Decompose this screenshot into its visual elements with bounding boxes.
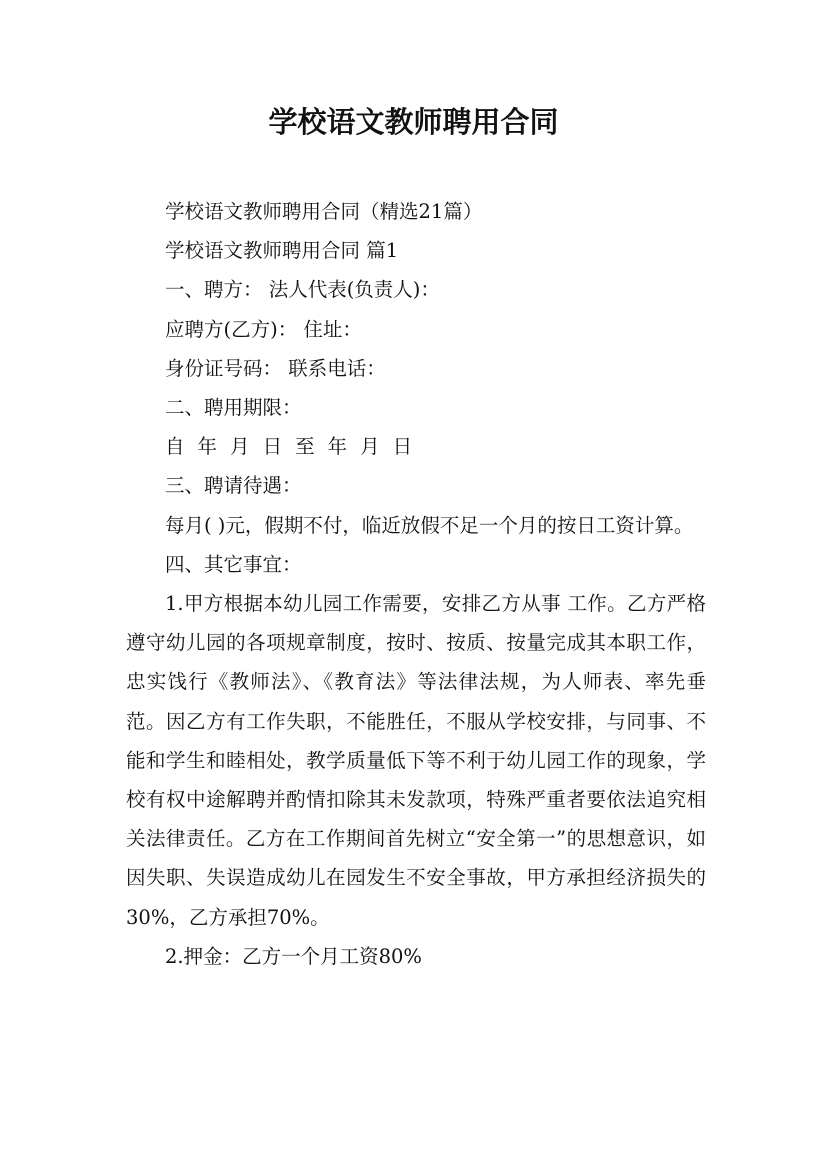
- paragraph-pay-heading: 三、聘请待遇：: [165, 474, 302, 498]
- paragraph-clause-2: 2.押金：乙方一个月工资80%: [165, 944, 422, 968]
- document-title: 学校语文教师聘用合同: [268, 105, 559, 139]
- paragraph-term-heading: 二、聘用期限：: [165, 396, 302, 420]
- paragraph-term-dates: 自 年 月 日 至 年 月 日: [165, 435, 413, 459]
- paragraph-employee: 应聘方(乙方)： 住址：: [165, 317, 362, 341]
- paragraph-clause-1: 1.甲方根据本幼儿园工作需要，安排乙方从事 工作。乙方严格遵守幼儿园的各项规章制度，按时、按质、按量完成其本职工作，忠实饯行《教师法》、《教育法》等法律法规，为人师表、率先垂范。因乙方有工作失职，不能胜任，不服从学校安排，与同事、不能和学生和睦相处，教学质量低下等不利于幼儿园工作的现象，学校有权中途解聘并酌情扣除其未发款项，特殊严重者要依法追究相关法律责任。乙方在工作期间首先树立“安全第一”的思想意识，如因失职、失误造成幼儿在园发生不安全事故，甲方承担经济损失的30%，乙方承担70%。: [126, 592, 706, 929]
- paragraph-pay-detail: 每月( )元，假期不付，临近放假不足一个月的按日工资计算。: [165, 513, 694, 537]
- paragraph-section-heading: 学校语文教师聘用合同 篇1: [165, 239, 399, 263]
- paragraph-other-heading: 四、其它事宜：: [165, 552, 302, 576]
- paragraph-employer: 一、聘方： 法人代表(负责人)：: [165, 278, 440, 302]
- paragraph-id-phone: 身份证号码： 联系电话：: [165, 356, 386, 380]
- document-body: [126, 192, 706, 976]
- paragraph-subtitle: 学校语文教师聘用合同（精选21篇）: [165, 200, 483, 223]
